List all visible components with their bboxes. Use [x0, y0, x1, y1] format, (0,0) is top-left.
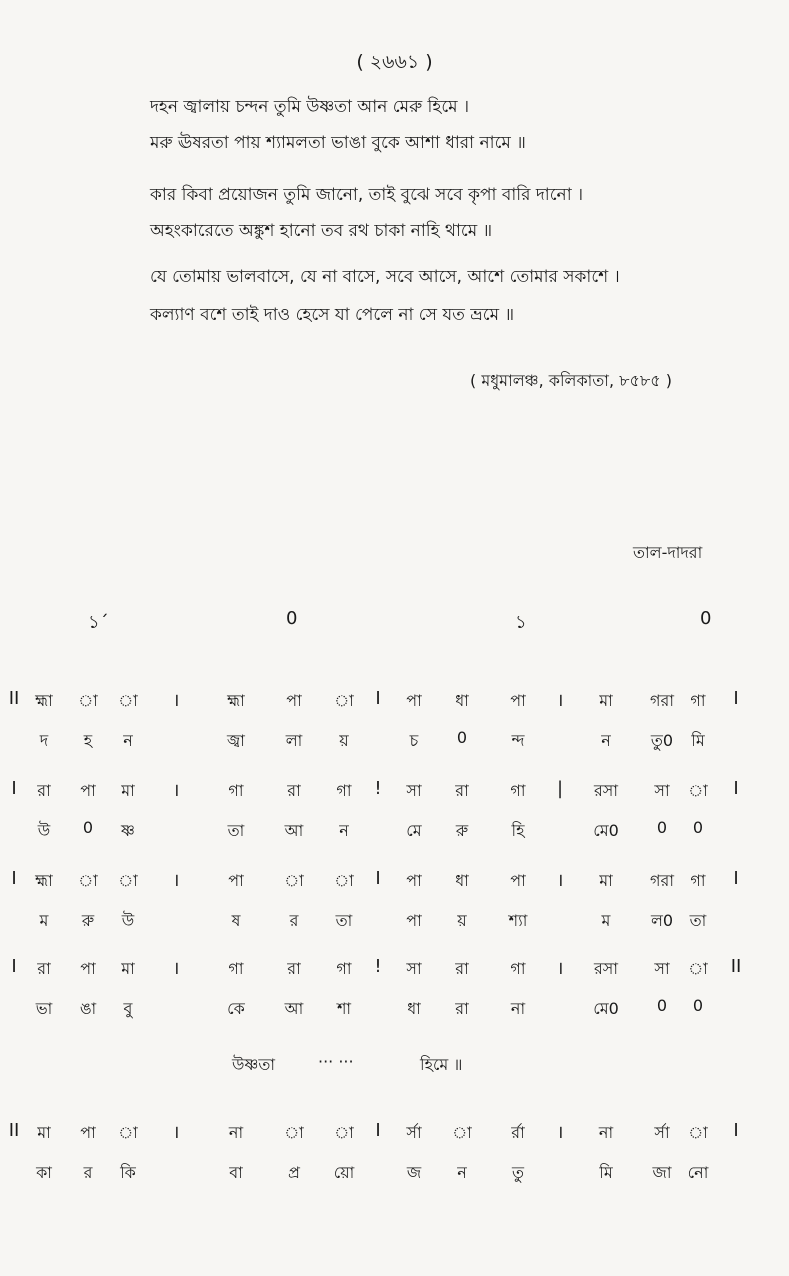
barline: ।: [172, 780, 180, 801]
lyric-syllable: শ্যা: [508, 911, 528, 930]
swara-note: পা: [80, 959, 96, 978]
lyric-syllable: প্র: [288, 1163, 300, 1182]
beat-mark-3: ১: [515, 612, 527, 633]
lyric-syllable: মে: [406, 821, 422, 840]
lyric-syllable: ল0: [650, 911, 674, 930]
swara-note: না: [228, 1123, 244, 1142]
lyric-syllable: রা: [455, 999, 469, 1018]
swara-note: পা: [228, 871, 244, 890]
lyric-syllable: মে0: [593, 999, 619, 1018]
swara-note: গা: [228, 781, 244, 800]
swara-note: না: [598, 1123, 614, 1142]
swara-note: হ্মা: [35, 871, 53, 890]
lyric-syllable: নো: [687, 1163, 709, 1182]
lyric-syllable: লা: [285, 731, 303, 750]
lyric-syllable: ন: [601, 731, 611, 750]
refrain-start: উষ্ণতা: [232, 1055, 276, 1074]
swara-note: রসা: [593, 781, 618, 800]
swara-note: সা: [406, 959, 422, 978]
barline: II: [8, 1120, 20, 1141]
barline: I: [375, 688, 381, 709]
swara-note: সা: [406, 781, 422, 800]
swara-note: মা: [599, 691, 613, 710]
swara-note: মা: [121, 781, 135, 800]
lyric-syllable: য়: [339, 731, 349, 750]
barline: II: [8, 688, 20, 709]
swara-note: া: [334, 871, 354, 890]
barline: I: [11, 956, 17, 977]
lyric-syllable: কি: [120, 1163, 136, 1182]
lyric-syllable: তা: [335, 911, 353, 930]
lyric-syllable: ম: [39, 911, 49, 930]
lyric-syllable: 0: [692, 996, 704, 1015]
lyric-syllable: ন: [339, 821, 349, 840]
lyric-syllable: জা: [652, 1163, 672, 1182]
lyric-syllable: হি: [511, 821, 525, 840]
lyric-syllable: তু: [511, 1163, 524, 1182]
lyric-syllable: তু0: [650, 731, 674, 750]
swara-note: রা: [287, 781, 301, 800]
swara-note: সা: [654, 781, 670, 800]
swara-note: পা: [80, 1123, 96, 1142]
barline: I: [11, 778, 17, 799]
lyric-syllable: আ: [284, 821, 304, 840]
lyric-syllable: না: [510, 999, 526, 1018]
lyric-syllable: য়: [457, 911, 467, 930]
swara-note: র্সা: [654, 1123, 670, 1142]
lyric-syllable: র: [83, 1163, 93, 1182]
swara-note: া: [78, 691, 98, 710]
swara-note: রা: [455, 781, 469, 800]
lyric-syllable: ভা: [35, 999, 53, 1018]
swara-note: গা: [228, 959, 244, 978]
swara-note: হ্মা: [35, 691, 53, 710]
lyric-line-4: অহংকারেতে অঙ্কুশ হানো তব রথ চাকা নাহি থামে ॥: [150, 221, 493, 241]
lyric-syllable: উ: [121, 911, 135, 930]
lyric-syllable: চ: [409, 731, 419, 750]
swara-note: া: [334, 1123, 354, 1142]
swara-note: পা: [286, 691, 302, 710]
swara-note: া: [284, 871, 304, 890]
barline: I: [733, 688, 739, 709]
lyric-syllable: ধা: [407, 999, 421, 1018]
swara-note: গা: [510, 781, 526, 800]
lyric-syllable: কে: [227, 999, 245, 1018]
swara-note: গা: [690, 691, 706, 710]
swara-note: গা: [336, 781, 352, 800]
swara-note: া: [452, 1123, 472, 1142]
beat-mark-4: 0: [700, 608, 712, 629]
lyric-syllable: রু: [455, 821, 469, 840]
swara-note: া: [78, 871, 98, 890]
barline: ।: [556, 958, 564, 979]
barline: ।: [172, 690, 180, 711]
barline: II: [730, 956, 742, 977]
swara-note: গা: [510, 959, 526, 978]
barline: I: [733, 868, 739, 889]
lyric-syllable: ন: [123, 731, 133, 750]
beat-mark-1: ১´: [88, 612, 109, 633]
barline: |: [556, 778, 564, 799]
swara-note: রা: [455, 959, 469, 978]
lyric-syllable: ঙা: [79, 999, 97, 1018]
swara-note: া: [688, 959, 708, 978]
refrain-dots: ··· ···: [318, 1052, 354, 1071]
lyric-syllable: বা: [229, 1163, 243, 1182]
swara-note: পা: [406, 691, 422, 710]
lyric-syllable: আ: [284, 999, 304, 1018]
lyric-syllable: ষ্ণ: [121, 821, 135, 840]
lyric-syllable: 0: [456, 728, 468, 747]
swara-note: হ্মা: [227, 691, 245, 710]
barline: ।: [556, 1122, 564, 1143]
swara-note: র্রা: [511, 1123, 525, 1142]
lyric-syllable: তা: [689, 911, 707, 930]
swara-note: গরা: [650, 871, 674, 890]
lyric-syllable: মি: [691, 731, 705, 750]
lyric-syllable: য়ো: [333, 1163, 355, 1182]
swara-note: রা: [37, 781, 51, 800]
lyric-syllable: দ: [39, 731, 49, 750]
barline: ।: [556, 690, 564, 711]
lyric-syllable: পা: [406, 911, 422, 930]
swara-note: ধা: [455, 691, 469, 710]
swara-note: গা: [690, 871, 706, 890]
lyric-syllable: মে0: [593, 821, 619, 840]
swara-note: পা: [80, 781, 96, 800]
lyric-syllable: মি: [599, 1163, 613, 1182]
lyric-syllable: তা: [227, 821, 245, 840]
swara-note: া: [118, 691, 138, 710]
beat-mark-2: 0: [286, 608, 298, 629]
song-number: ( ২৬৬১ ): [356, 51, 433, 73]
swara-note: া: [118, 871, 138, 890]
barline: I: [375, 1120, 381, 1141]
lyric-line-3: কার কিবা প্রয়োজন তুমি জানো, তাই বুঝে সবে কৃপা বারি দানো ।: [150, 185, 584, 205]
lyric-syllable: 0: [692, 818, 704, 837]
lyric-line-2: মরু ঊষরতা পায় শ্যামলতা ভাঙা বুকে আশা ধারা নামে ॥: [150, 133, 526, 153]
barline: ।: [172, 958, 180, 979]
tala-label: তাল-দাদরা: [633, 543, 703, 562]
lyric-syllable: ন: [457, 1163, 467, 1182]
lyric-syllable: ষ: [231, 911, 241, 930]
lyric-syllable: কা: [36, 1163, 52, 1182]
swara-note: র্সা: [406, 1123, 422, 1142]
lyric-line-6: কল্যাণ বশে তাই দাও হেসে যা পেলে না সে যত ভ্রমে ॥: [150, 305, 515, 325]
swara-note: সা: [654, 959, 670, 978]
lyric-syllable: শা: [336, 999, 352, 1018]
swara-note: গা: [336, 959, 352, 978]
lyric-syllable: রু: [81, 911, 95, 930]
refrain-end: হিমে ॥: [420, 1055, 463, 1074]
lyric-syllable: জ্বা: [227, 731, 245, 750]
swara-note: া: [118, 1123, 138, 1142]
lyric-syllable: ম: [601, 911, 611, 930]
lyric-syllable: হ: [83, 731, 93, 750]
barline: I: [733, 1120, 739, 1141]
barline: ।: [172, 870, 180, 891]
lyric-syllable: 0: [82, 818, 94, 837]
barline: !: [374, 956, 382, 977]
lyric-syllable: ন্দ: [511, 731, 525, 750]
swara-note: পা: [510, 871, 526, 890]
lyric-syllable: 0: [656, 818, 668, 837]
swara-note: া: [688, 781, 708, 800]
swara-note: মা: [599, 871, 613, 890]
barline: !: [374, 778, 382, 799]
swara-note: পা: [510, 691, 526, 710]
lyric-syllable: র: [289, 911, 299, 930]
swara-note: পা: [406, 871, 422, 890]
barline: ।: [556, 870, 564, 891]
swara-note: মা: [37, 1123, 51, 1142]
lyric-line-5: যে তোমায় ভালবাসে, যে না বাসে, সবে আসে, আশে তোমার সকাশে ।: [150, 267, 620, 287]
barline: I: [11, 868, 17, 889]
swara-note: গরা: [650, 691, 674, 710]
swara-note: রা: [37, 959, 51, 978]
swara-note: রসা: [593, 959, 618, 978]
lyric-syllable: বু: [123, 999, 133, 1018]
swara-note: া: [284, 1123, 304, 1142]
swara-note: রা: [287, 959, 301, 978]
lyric-line-1: দহন জ্বালায় চন্দন তুমি উষ্ণতা আন মেরু হিমে ।: [150, 97, 470, 117]
swara-note: ধা: [455, 871, 469, 890]
lyric-syllable: 0: [656, 996, 668, 1015]
barline: ।: [172, 1122, 180, 1143]
swara-note: মা: [121, 959, 135, 978]
barline: I: [733, 778, 739, 799]
lyric-syllable: উ: [37, 821, 51, 840]
lyric-syllable: জ: [406, 1163, 422, 1182]
barline: I: [375, 868, 381, 889]
swara-note: া: [688, 1123, 708, 1142]
swara-note: া: [334, 691, 354, 710]
attribution: ( মধুমালঞ্চ, কলিকাতা, ৮৫৮৫ ): [470, 371, 672, 390]
